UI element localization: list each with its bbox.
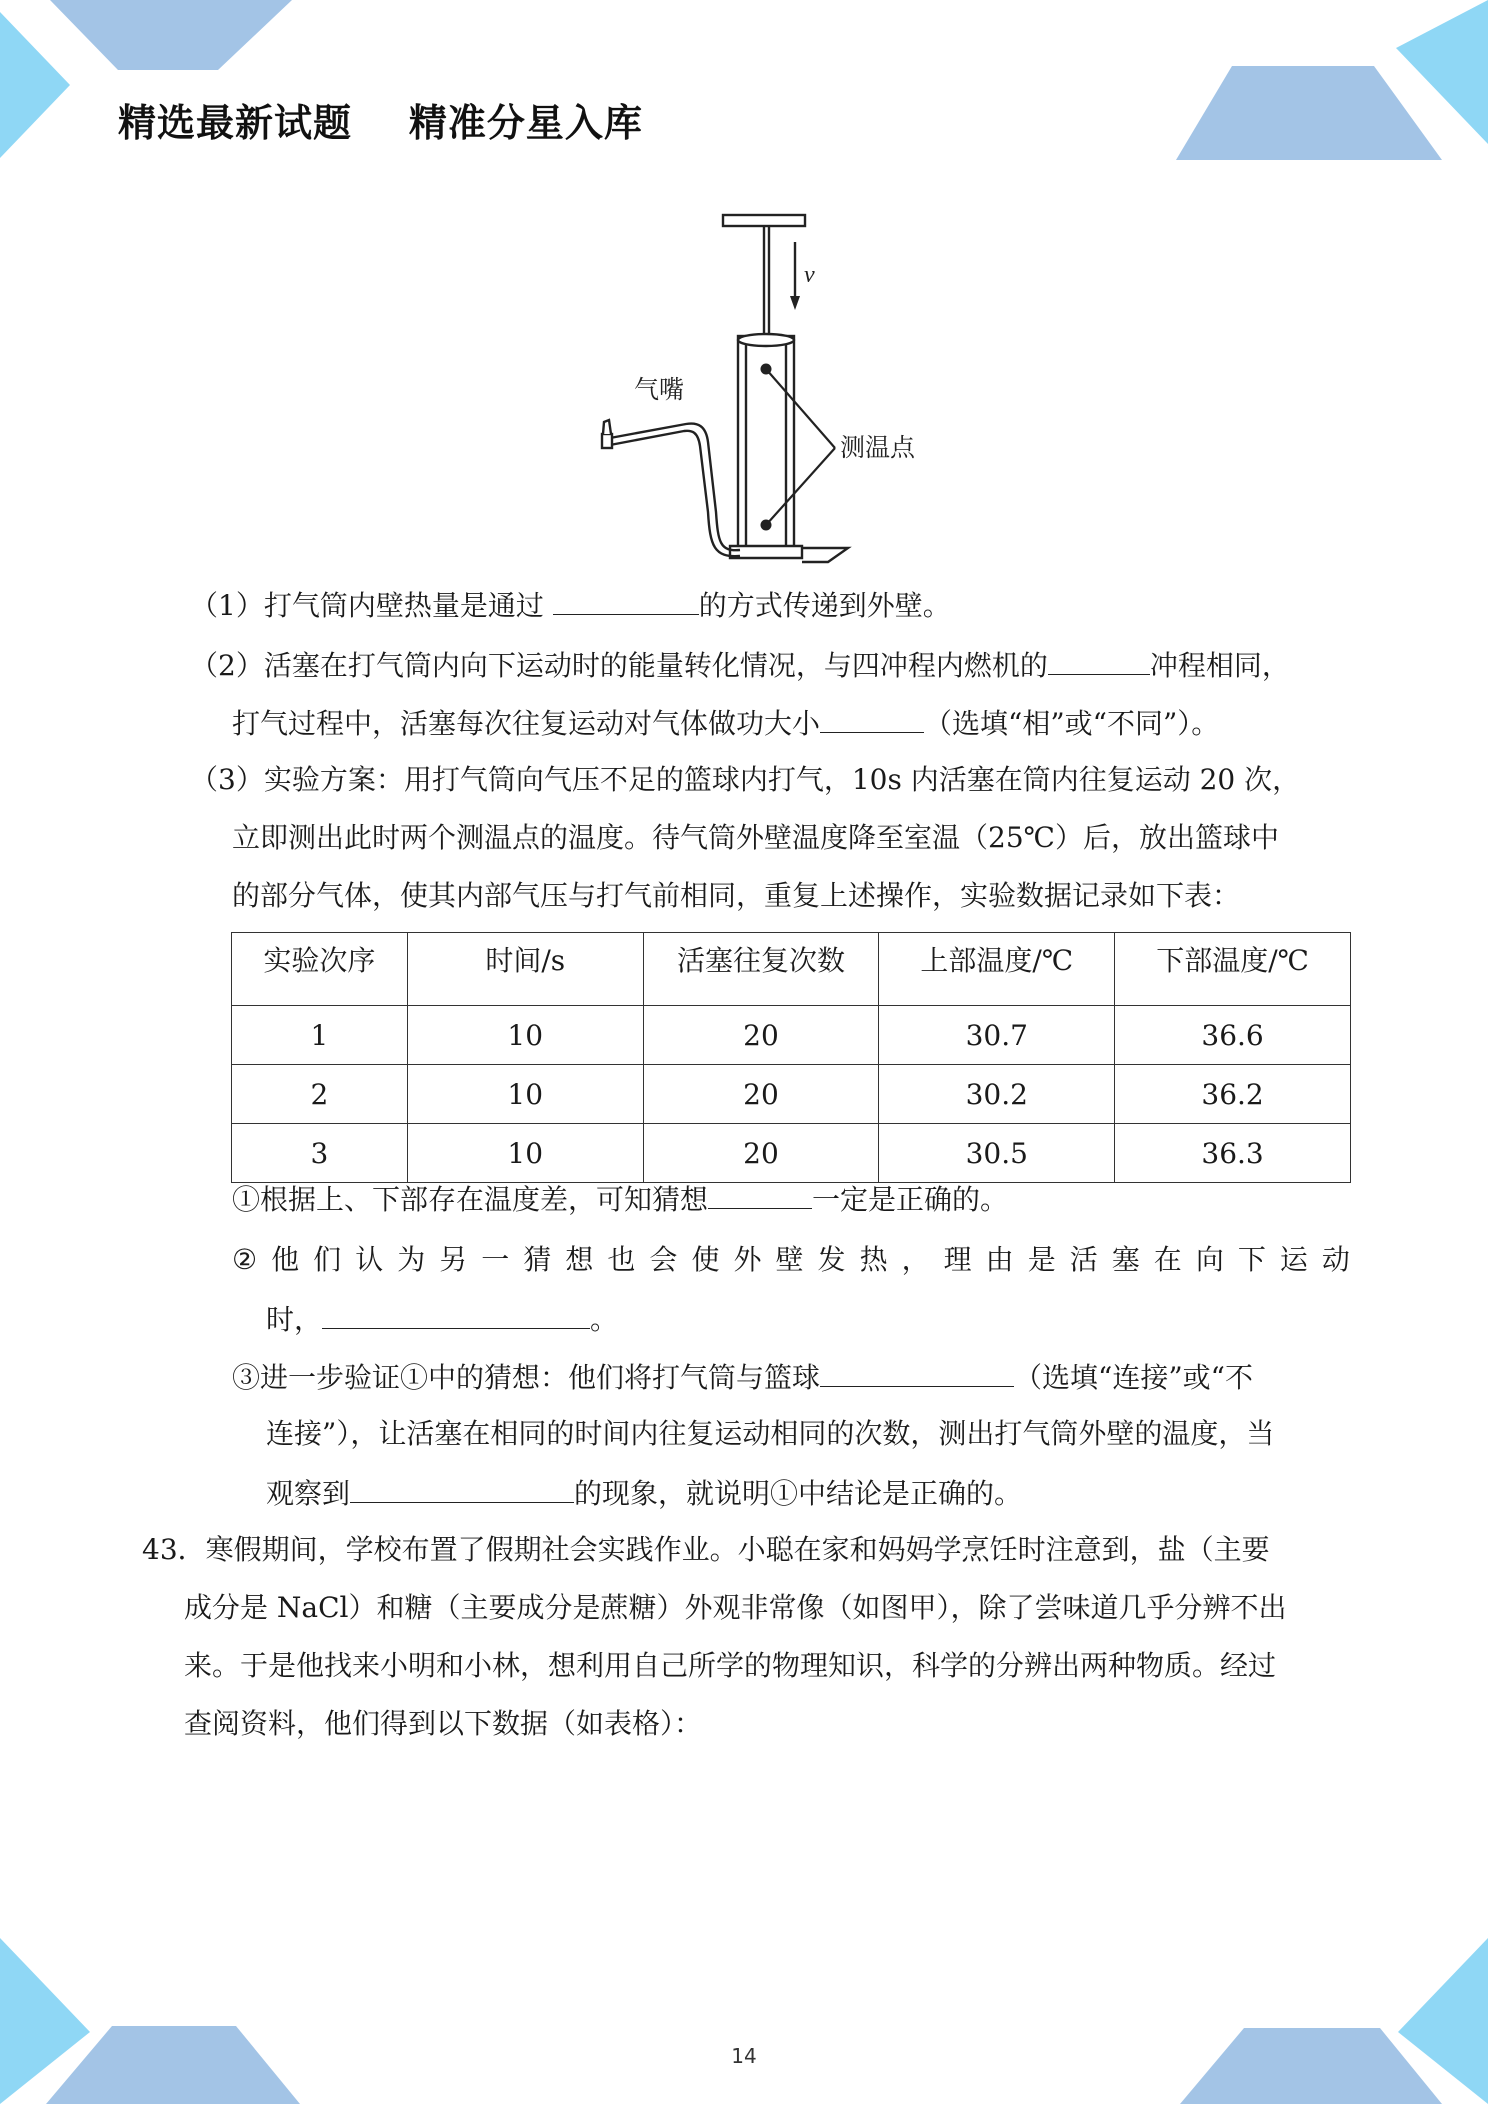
q42-part1: （1）打气筒内壁热量是通过 的方式传递到外壁。 [190, 584, 951, 626]
pump-base [730, 546, 802, 558]
justified-char: 理 [943, 1243, 972, 1276]
table-cell: 20 [643, 1006, 879, 1065]
table-cell: 10 [407, 1124, 643, 1183]
table-row [232, 1124, 1351, 1183]
table-cell: 36.3 [1115, 1124, 1351, 1183]
justified-char: 运 [1279, 1243, 1308, 1276]
justified-char: 下 [1237, 1243, 1266, 1276]
q43-line4: 查阅资料，他们得到以下数据（如表格）： [184, 1707, 703, 1740]
table-row [232, 1006, 1351, 1065]
page-number: 14 [731, 2044, 757, 2068]
table-header-cell: 实验次序 [232, 933, 408, 1006]
q42-conclusion1: ①根据上、下部存在温度差，可知猜想 一定是正确的。 [232, 1178, 1008, 1220]
q43-line3: 来。于是他找来小明和小林，想利用自己所学的物理知识，科学的分辨出两种物质。经过 [184, 1649, 1277, 1682]
justified-char: 发 [817, 1243, 846, 1276]
q43-line2: 成分是 NaCl）和糖（主要成分是蔗糖）外观非常像（如图甲），除了尝味道几乎分辨不出 [184, 1591, 1287, 1624]
justified-char: 们 [313, 1243, 342, 1276]
justified-char: 是 [1027, 1243, 1056, 1276]
corner-shape-top-left-triangle [0, 12, 70, 158]
table-row [232, 1065, 1351, 1124]
table-header-row [232, 933, 1351, 1006]
table-cell: 36.6 [1115, 1006, 1351, 1065]
table-cell: 2 [232, 1065, 408, 1124]
table-header-cell: 活塞往复次数 [643, 933, 879, 1006]
q42-part2-line2: 打气过程中，活塞每次往复运动对气体做功大小 （选填“相”或“不同”）。 [232, 702, 1219, 744]
q42-part3-line1: （3）实验方案：用打气筒向气压不足的篮球内打气，10s 内活塞在筒内往复运动 20 次， [190, 763, 1301, 796]
justified-char: 也 [607, 1243, 636, 1276]
q42-conclusion2-line2: 时， 。 [266, 1298, 618, 1340]
table-cell: 20 [643, 1124, 879, 1183]
justified-char: 热 [859, 1243, 888, 1276]
justified-char: 一 [481, 1243, 510, 1276]
corner-shape-top-left-trapezoid [50, 0, 292, 70]
nozzle-label: 气嘴 [634, 375, 685, 404]
justified-char: ② [232, 1243, 258, 1276]
table-cell: 30.7 [879, 1006, 1115, 1065]
table-header-cell: 上部温度/℃ [879, 933, 1115, 1006]
answer-blank-stroke[interactable] [1048, 644, 1150, 675]
table-cell: 1 [232, 1006, 408, 1065]
justified-char: 外 [733, 1243, 762, 1276]
velocity-label: v [804, 262, 815, 288]
experiment-data-table [231, 932, 1351, 1183]
table-cell: 3 [232, 1124, 408, 1183]
pump-hose [610, 424, 740, 551]
justified-char: 想 [565, 1243, 594, 1276]
table-cell: 20 [643, 1065, 879, 1124]
corner-shape-top-right-trapezoid [1176, 66, 1442, 160]
q42-part3-line2: 立即测出此时两个测温点的温度。待气筒外壁温度降至室温（25℃）后，放出篮球中 [232, 821, 1279, 854]
q43-line1: 43．寒假期间，学校布置了假期社会实践作业。小聪在家和妈妈学烹饪时注意到，盐（主要 [142, 1533, 1270, 1566]
justified-char: 由 [985, 1243, 1014, 1276]
answer-blank-work[interactable] [820, 702, 924, 733]
justified-char: 使 [691, 1243, 720, 1276]
justified-char: 他 [271, 1243, 300, 1276]
q42-conclusion2-line1 [232, 1240, 1350, 1280]
table-cell: 10 [407, 1065, 643, 1124]
answer-blank-hypothesis[interactable] [708, 1178, 812, 1209]
justified-char: 向 [1195, 1243, 1224, 1276]
table-cell: 30.5 [879, 1124, 1115, 1183]
table-header-cell: 时间/s [407, 933, 643, 1006]
justified-char: 塞 [1111, 1243, 1140, 1276]
header-title: 精选最新试题 精准分星入库 [118, 101, 643, 145]
pump-figure [590, 212, 950, 574]
q42-conclusion3-line3: 观察到 的现象，就说明①中结论是正确的。 [266, 1472, 1022, 1514]
answer-blank-heat-transfer[interactable] [553, 584, 699, 615]
pump-handle [723, 215, 805, 226]
justified-char: 为 [397, 1243, 426, 1276]
table-header-cell: 下部温度/℃ [1115, 933, 1351, 1006]
justified-char: 在 [1153, 1243, 1182, 1276]
pump-nozzle [602, 434, 612, 448]
answer-blank-phenomenon[interactable] [350, 1472, 574, 1503]
justified-char: 会 [649, 1243, 678, 1276]
q42-part3-line3: 的部分气体，使其内部气压与打气前相同，重复上述操作，实验数据记录如下表： [232, 879, 1241, 912]
q42-part2-line1: （2）活塞在打气筒内向下运动时的能量转化情况，与四冲程内燃机的 冲程相同， [190, 644, 1290, 686]
table-cell: 30.2 [879, 1065, 1115, 1124]
justified-char: 动 [1321, 1243, 1350, 1276]
answer-blank-reason[interactable] [322, 1298, 590, 1329]
table-cell: 10 [407, 1006, 643, 1065]
justified-char: ， [901, 1243, 930, 1276]
table-cell: 36.2 [1115, 1065, 1351, 1124]
measure-points-label: 测温点 [840, 433, 916, 462]
justified-char: 活 [1069, 1243, 1098, 1276]
answer-blank-connect[interactable] [820, 1356, 1014, 1387]
justified-char: 认 [355, 1243, 384, 1276]
justified-char: 壁 [775, 1243, 804, 1276]
q42-conclusion3-line1: ③进一步验证①中的猜想：他们将打气筒与篮球 （选填“连接”或“不 [232, 1356, 1253, 1398]
q42-conclusion3-line2: 连接”），让活塞在相同的时间内往复运动相同的次数，测出打气筒外壁的温度，当 [266, 1417, 1275, 1450]
justified-char: 另 [439, 1243, 468, 1276]
justified-char: 猜 [523, 1243, 552, 1276]
